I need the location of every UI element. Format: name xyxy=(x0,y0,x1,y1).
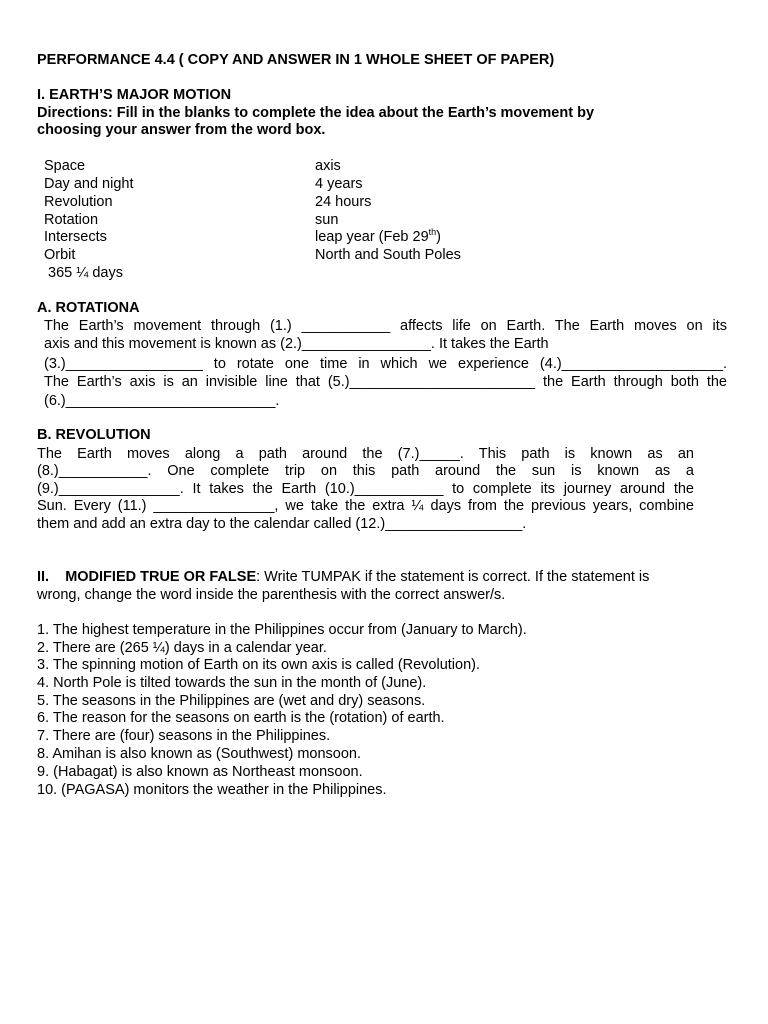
word-box-item: 24 hours xyxy=(315,194,372,210)
rotation-line: axis and this movement is known as (2.)________________. It takes the Earth xyxy=(44,336,549,352)
true-false-item: 9. (Habagat) is also known as Northeast monsoon. xyxy=(37,764,363,780)
word-box-item: sun xyxy=(315,212,339,228)
word-box-item: axis xyxy=(315,158,341,174)
true-false-item: 2. There are (265 ¼) days in a calendar year. xyxy=(37,640,327,656)
rotation-line: (6.)__________________________. xyxy=(44,393,280,409)
directions-line-2: choosing your answer from the word box. xyxy=(37,122,326,138)
rotation-line: The Earth’s movement through (1.) ___________ affects life on Earth. The Earth moves on its xyxy=(44,318,727,334)
section-2-instruction-line-2: wrong, change the word inside the parenthesis with the correct answer/s. xyxy=(37,587,506,603)
true-false-item: 7. There are (four) seasons in the Philippines. xyxy=(37,728,331,744)
word-box-item: Day and night xyxy=(44,176,134,192)
revolution-line: The Earth moves along a path around the (7.)_____. This path is known as an xyxy=(37,446,694,462)
revolution-title: B. REVOLUTION xyxy=(37,427,151,443)
true-false-item: 8. Amihan is also known as (Southwest) monsoon. xyxy=(37,746,361,762)
true-false-item: 5. The seasons in the Philippines are (wet and dry) seasons. xyxy=(37,693,426,709)
leap-year-close: ) xyxy=(436,229,442,245)
true-false-item: 10. (PAGASA) monitors the weather in the Philippines. xyxy=(37,782,387,798)
word-box-item: Intersects xyxy=(44,229,107,245)
leap-year-text: leap year (Feb 29 xyxy=(315,229,429,245)
leap-year-superscript: th xyxy=(428,227,437,238)
revolution-line: them and add an extra day to the calendar called (12.)_________________. xyxy=(37,516,527,532)
true-false-item: 6. The reason for the seasons on earth is the (rotation) of earth. xyxy=(37,710,445,726)
word-box-item: Rotation xyxy=(44,212,99,228)
rotation-line: (3.)_________________ to rotate one time in which we experience (4.)____________________. xyxy=(44,356,727,372)
word-box-item: 4 years xyxy=(315,176,363,192)
revolution-line: (8.)___________. One complete trip on this path around the sun is known as a xyxy=(37,463,694,479)
word-box-item: North and South Poles xyxy=(315,247,461,263)
section-2-instruction-line-1 xyxy=(37,569,649,586)
rotation-title: A. ROTATIONA xyxy=(37,300,140,316)
section-2-label: II. MODIFIED TRUE OR FALSE xyxy=(37,569,257,585)
word-box-item: Revolution xyxy=(44,194,113,210)
directions-line-1: Directions: Fill in the blanks to complete the idea about the Earth’s movement by xyxy=(37,105,595,121)
rotation-line: The Earth’s axis is an invisible line that (5.)_______________________ the Earth through both the xyxy=(44,374,727,390)
true-false-item: 3. The spinning motion of Earth on its own axis is called (Revolution). xyxy=(37,657,481,673)
word-box-item-leap-year xyxy=(315,229,441,246)
word-box-item: Orbit xyxy=(44,247,76,263)
word-box-item: Space xyxy=(44,158,86,174)
section-1-title: I. EARTH’S MAJOR MOTION xyxy=(37,87,232,103)
worksheet-header: PERFORMANCE 4.4 ( COPY AND ANSWER IN 1 WHOLE SHEET OF PAPER) xyxy=(37,52,555,68)
section-2-instruction: : Write TUMPAK if the statement is correct. If the statement is xyxy=(256,569,650,585)
revolution-line: (9.)_______________. It takes the Earth (10.)___________ to complete its journey around the xyxy=(37,481,694,497)
true-false-item: 4. North Pole is tilted towards the sun in the month of (June). xyxy=(37,675,427,691)
word-box-item: 365 ¼ days xyxy=(44,265,123,281)
true-false-item: 1. The highest temperature in the Philippines occur from (January to March). xyxy=(37,622,527,638)
revolution-line: Sun. Every (11.) _______________, we take the extra ¼ days from the previous years, combine xyxy=(37,498,694,514)
